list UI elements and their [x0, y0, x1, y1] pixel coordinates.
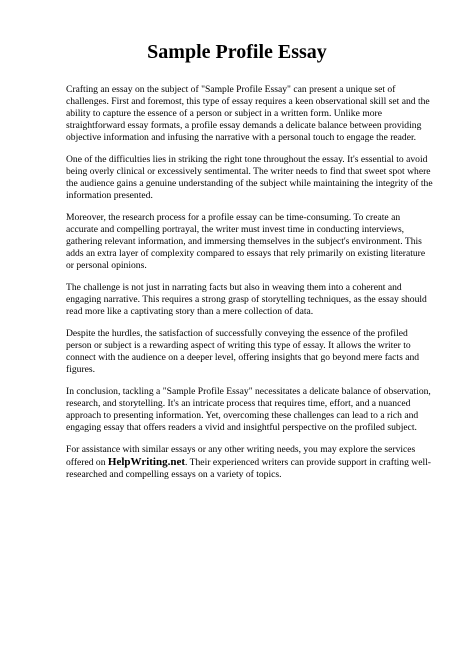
- paragraph-6: In conclusion, tackling a "Sample Profile Essay" necessitates a delicate balance of observation, research, and storytelling. It's an intricate process that requires time, effort, and a nuanced approach to presenting information. Yet, overcoming these challenges can lead to a rich and engaging essay that offers readers a vivid and insightful perspective on the profiled subject.: [66, 386, 431, 433]
- helpwriting-brand: HelpWriting.net: [107, 456, 186, 468]
- closing-paragraph: [66, 444, 434, 481]
- closing-text-before: For assistance with similar essays or any other writing needs, you may explore the services offered on: [66, 444, 416, 468]
- paragraph-5: Despite the hurdles, the satisfaction of successfully conveying the essence of the profiled person or subject is a rewarding aspect of writing this type of essay. It allows the writer to connect with the audience on a deeper level, offering insights that go beyond mere facts and figures.: [66, 328, 420, 375]
- paragraph-2: One of the difficulties lies in striking the right tone throughout the essay. It's essential to avoid being overly clinical or excessively sentimental. The writer needs to find that sweet spot where the audience gains a genuine understanding of the subject while maintaining the integrity of the information presented.: [66, 154, 433, 201]
- document-body: [66, 84, 434, 491]
- paragraph-4: The challenge is not just in narrating facts but also in weaving them into a coherent and engaging narrative. This requires a strong grasp of storytelling techniques, as the essay should read more like a captivating story than a mere collection of data.: [66, 282, 427, 317]
- paragraph-3: Moreover, the research process for a profile essay can be time-consuming. To create an accurate and compelling portrayal, the writer must invest time in conducting interviews, gathering relevant information, and immersing themselves in the subject's environment. This adds an extra layer of complexity compared to essays that rely primarily on existing literature or personal opinions.: [66, 212, 426, 271]
- closing-text-after: . Their experienced writers can provide support in crafting well-researched and compelling essays on a variety of topics.: [66, 457, 432, 480]
- document-title: Sample Profile Essay: [147, 41, 327, 63]
- paragraph-1: Crafting an essay on the subject of "Sample Profile Essay" can present a unique set of challenges. First and foremost, this type of essay requires a keen observational skill set and the ability to capture the essence of a person or subject in a written form. Unlike more straightforward essay formats, a profile essay demands a delicate balance between providing objective information and infusing the narrative with a personal touch to engage the reader.: [66, 84, 430, 143]
